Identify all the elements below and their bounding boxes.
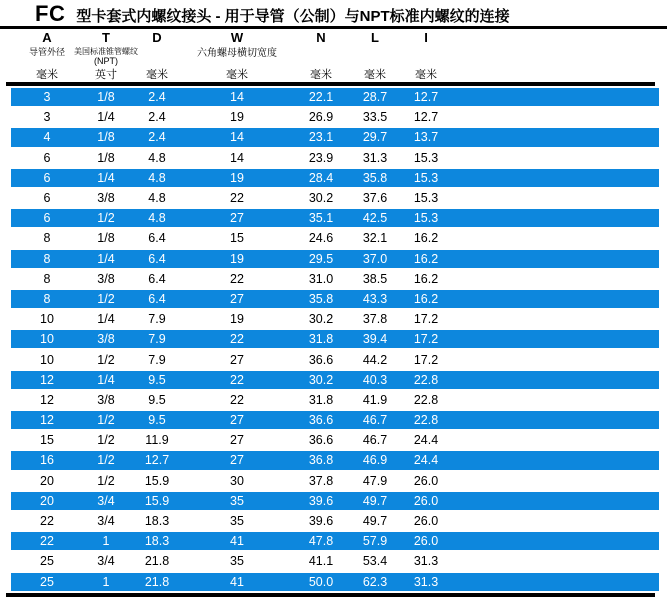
table-cell-N: 47.8 <box>308 534 334 549</box>
table-row <box>11 451 659 469</box>
table-cell-N: 36.6 <box>308 433 334 448</box>
table-cell-D: 6.4 <box>148 251 166 266</box>
table-row <box>11 371 659 389</box>
table-cell-L: 31.3 <box>362 150 388 165</box>
header-letter-col-A: A <box>42 30 52 45</box>
table-row <box>11 492 659 510</box>
table-cell-N: 35.1 <box>308 211 334 226</box>
table-cell-D: 6.4 <box>148 291 166 306</box>
table-cell-T: 1/2 <box>97 453 115 468</box>
table-cell-T: 1 <box>102 574 110 589</box>
table-cell-T: 3/8 <box>97 332 115 347</box>
table-cell-A: 6 <box>43 191 51 206</box>
table-cell-T: 1/2 <box>97 413 115 428</box>
table-cell-A: 8 <box>43 231 51 246</box>
table-cell-W: 22 <box>230 271 244 286</box>
header-letter-col-L: L <box>371 30 379 45</box>
table-cell-I: 26.0 <box>413 514 439 529</box>
table-row <box>11 270 659 288</box>
table-cell-L: 40.3 <box>362 372 388 387</box>
header-unit-col-L: 毫米 <box>364 69 386 81</box>
table-bottom-divider <box>6 593 655 597</box>
table-cell-A: 15 <box>40 433 54 448</box>
table-cell-W: 19 <box>230 312 244 327</box>
table-cell-I: 15.3 <box>413 170 439 185</box>
table-cell-N: 30.2 <box>308 312 334 327</box>
table-cell-L: 53.4 <box>362 554 388 569</box>
table-cell-T: 1 <box>102 534 110 549</box>
table-row <box>11 290 659 308</box>
table-cell-I: 22.8 <box>413 413 439 428</box>
table-cell-D: 4.8 <box>148 150 166 165</box>
header-letter-col-I: I <box>424 30 428 45</box>
table-cell-L: 38.5 <box>362 271 388 286</box>
table-cell-T: 1/2 <box>97 291 115 306</box>
table-cell-D: 18.3 <box>144 534 170 549</box>
table-row <box>11 552 659 570</box>
table-cell-W: 14 <box>230 130 244 145</box>
table-cell-L: 57.9 <box>362 534 388 549</box>
table-cell-D: 2.4 <box>148 130 166 145</box>
header-sublabel-col-D <box>129 55 185 66</box>
table-cell-D: 7.9 <box>148 312 166 327</box>
table-cell-D: 15.9 <box>144 493 170 508</box>
table-cell-L: 32.1 <box>362 231 388 246</box>
table-cell-D: 15.9 <box>144 473 170 488</box>
table-cell-I: 22.8 <box>413 372 439 387</box>
header-filler <box>455 30 659 45</box>
table-cell-W: 22 <box>230 332 244 347</box>
table-cell-L: 46.7 <box>362 413 388 428</box>
table-cell-T: 3/4 <box>97 554 115 569</box>
table-cell-L: 46.9 <box>362 453 388 468</box>
table-cell-T: 3/4 <box>97 493 115 508</box>
table-cell-I: 17.2 <box>413 332 439 347</box>
table-cell-I: 26.0 <box>413 493 439 508</box>
table-cell-I: 31.3 <box>413 554 439 569</box>
table-cell-L: 62.3 <box>362 574 388 589</box>
header-sublabel-col-T: (NPT) <box>94 55 118 66</box>
table-cell-D: 11.9 <box>145 433 169 448</box>
table-cell-N: 37.8 <box>308 473 334 488</box>
table-cell-D: 9.5 <box>148 372 166 387</box>
table-cell-A: 3 <box>43 110 51 125</box>
table-cell-A: 6 <box>43 170 51 185</box>
table-row <box>11 108 659 126</box>
table-cell-N: 31.0 <box>308 271 334 286</box>
table-cell-W: 30 <box>230 473 244 488</box>
header-sublabel-col-I <box>397 55 455 66</box>
table-cell-T: 1/4 <box>97 372 115 387</box>
table-cell-I: 24.4 <box>413 433 439 448</box>
table-cell-A: 12 <box>40 392 54 407</box>
table-cell-N: 39.6 <box>308 493 334 508</box>
table-cell-T: 1/8 <box>97 231 115 246</box>
table-row <box>11 310 659 328</box>
table-cell-A: 10 <box>40 352 54 367</box>
table-cell-T: 3/4 <box>97 514 115 529</box>
header-unit-col-I: 毫米 <box>415 69 437 81</box>
table-row <box>11 209 659 227</box>
table-cell-T: 1/4 <box>97 312 115 327</box>
table-row <box>11 250 659 268</box>
table-cell-T: 1/8 <box>97 150 115 165</box>
table-cell-D: 12.7 <box>144 453 170 468</box>
table-cell-D: 7.9 <box>148 332 166 347</box>
header-unit-col-A: 毫米 <box>36 69 58 81</box>
header-label-col-T: 美国标准锥管螺纹 <box>74 47 138 56</box>
table-cell-W: 14 <box>230 150 244 165</box>
table-cell-L: 39.4 <box>362 332 388 347</box>
table-cell-L: 35.8 <box>362 170 388 185</box>
table-cell-L: 37.6 <box>362 191 388 206</box>
header-letter-col-N: N <box>316 30 326 45</box>
table-cell-W: 15 <box>230 231 244 246</box>
table-cell-A: 12 <box>40 372 54 387</box>
table-row <box>11 330 659 348</box>
table-cell-L: 37.8 <box>362 312 388 327</box>
table-cell-D: 4.8 <box>148 191 166 206</box>
header-label-col-A: 导管外径 <box>28 47 65 57</box>
header-sublabel-col-L <box>353 55 397 66</box>
table-cell-D: 6.4 <box>148 271 166 286</box>
table-cell-W: 27 <box>230 433 244 448</box>
table-cell-D: 2.4 <box>148 90 166 105</box>
page-title: 型卡套式内螺纹接头 - 用于导管（公制）与NPT标准内螺纹的连接 <box>76 8 510 25</box>
table-cell-L: 33.5 <box>362 110 388 125</box>
table-cell-A: 22 <box>40 534 54 549</box>
table-cell-L: 46.7 <box>362 433 388 448</box>
table-cell-D: 6.4 <box>148 231 166 246</box>
table-cell-I: 16.2 <box>413 271 439 286</box>
table-row <box>11 431 659 449</box>
table-cell-D: 9.5 <box>148 413 166 428</box>
table-cell-T: 1/2 <box>97 352 115 367</box>
header-unit-col-D: 毫米 <box>146 69 168 81</box>
table-row <box>11 229 659 247</box>
table-cell-A: 25 <box>40 554 54 569</box>
table-cell-L: 29.7 <box>362 130 388 145</box>
table-cell-N: 30.2 <box>308 191 334 206</box>
title-divider <box>0 26 667 29</box>
table-cell-L: 49.7 <box>362 514 388 529</box>
table-cell-W: 27 <box>230 352 244 367</box>
table-cell-W: 19 <box>230 251 244 266</box>
table-cell-W: 35 <box>230 493 244 508</box>
table-cell-I: 31.3 <box>413 574 439 589</box>
table-cell-I: 24.4 <box>413 453 439 468</box>
header-divider <box>6 82 655 86</box>
dimension-table-body <box>11 88 659 593</box>
table-cell-L: 42.5 <box>362 211 388 226</box>
header-sublabel-col-N <box>289 55 353 66</box>
table-cell-L: 43.3 <box>362 291 388 306</box>
table-cell-A: 10 <box>40 332 54 347</box>
table-cell-L: 47.9 <box>362 473 388 488</box>
table-row <box>11 512 659 530</box>
table-cell-N: 24.6 <box>308 231 334 246</box>
table-cell-I: 17.2 <box>413 352 439 367</box>
header-letter-col-T: T <box>102 30 110 45</box>
table-cell-D: 2.4 <box>148 110 166 125</box>
table-row <box>11 169 659 187</box>
table-cell-W: 22 <box>230 372 244 387</box>
table-cell-I: 12.7 <box>413 90 439 105</box>
table-cell-W: 41 <box>230 574 244 589</box>
series-code: FC <box>35 1 66 26</box>
table-cell-T: 3/8 <box>97 271 115 286</box>
table-cell-D: 21.8 <box>144 554 170 569</box>
table-cell-N: 39.6 <box>308 514 334 529</box>
table-cell-I: 12.7 <box>413 110 439 125</box>
table-row <box>11 128 659 146</box>
table-cell-T: 1/4 <box>97 251 115 266</box>
table-cell-A: 10 <box>40 312 54 327</box>
table-cell-N: 35.8 <box>308 291 334 306</box>
header-row-labels <box>11 44 659 59</box>
table-cell-L: 49.7 <box>362 493 388 508</box>
table-cell-A: 6 <box>43 150 51 165</box>
table-cell-N: 36.8 <box>308 453 334 468</box>
table-cell-N: 23.9 <box>308 150 334 165</box>
table-cell-D: 9.5 <box>148 392 166 407</box>
table-cell-N: 26.9 <box>308 110 334 125</box>
table-cell-W: 19 <box>230 170 244 185</box>
table-cell-A: 8 <box>43 271 51 286</box>
table-cell-D: 7.9 <box>148 352 166 367</box>
table-cell-W: 27 <box>230 211 244 226</box>
table-cell-W: 27 <box>230 291 244 306</box>
table-cell-T: 1/2 <box>97 473 115 488</box>
table-cell-I: 26.0 <box>413 473 439 488</box>
table-cell-T: 1/8 <box>97 130 115 145</box>
table-cell-A: 6 <box>43 211 51 226</box>
table-cell-N: 36.6 <box>308 352 334 367</box>
table-cell-W: 14 <box>230 90 244 105</box>
table-cell-A: 8 <box>43 291 51 306</box>
header-row-sublabels <box>11 55 659 66</box>
table-cell-I: 13.7 <box>413 130 439 145</box>
header-sublabel-col-W <box>185 55 289 66</box>
table-cell-A: 16 <box>40 453 54 468</box>
table-cell-T: 1/4 <box>97 110 115 125</box>
header-sublabel-col-A <box>11 55 83 66</box>
table-cell-N: 22.1 <box>308 90 334 105</box>
table-cell-D: 4.8 <box>148 211 166 226</box>
table-cell-I: 17.2 <box>413 312 439 327</box>
table-cell-A: 22 <box>40 514 54 529</box>
table-cell-N: 28.4 <box>308 170 334 185</box>
table-row <box>11 350 659 368</box>
table-row <box>11 88 659 106</box>
table-cell-A: 8 <box>43 251 51 266</box>
table-row <box>11 573 659 591</box>
table-cell-N: 31.8 <box>308 392 334 407</box>
table-cell-D: 21.8 <box>144 574 170 589</box>
header-unit-col-W: 毫米 <box>226 69 248 81</box>
page-title-bar <box>35 1 510 27</box>
table-cell-I: 15.3 <box>413 191 439 206</box>
table-cell-I: 26.0 <box>413 534 439 549</box>
header-letter-col-W: W <box>230 30 244 45</box>
table-cell-W: 41 <box>230 534 244 549</box>
table-cell-I: 22.8 <box>413 392 439 407</box>
table-cell-N: 29.5 <box>308 251 334 266</box>
table-cell-W: 27 <box>230 413 244 428</box>
header-row-letters <box>11 30 659 44</box>
table-cell-W: 35 <box>230 514 244 529</box>
table-cell-T: 1/2 <box>97 211 115 226</box>
table-cell-I: 15.3 <box>413 150 439 165</box>
header-filler <box>455 55 659 66</box>
header-label-col-W: 六角螺母横切宽度 <box>197 48 277 59</box>
table-cell-I: 16.2 <box>413 251 439 266</box>
table-cell-A: 20 <box>40 473 54 488</box>
table-cell-A: 25 <box>40 574 54 589</box>
table-row <box>11 411 659 429</box>
table-cell-T: 1/8 <box>97 90 115 105</box>
table-cell-W: 22 <box>230 392 244 407</box>
table-cell-A: 12 <box>40 413 54 428</box>
table-cell-W: 27 <box>230 453 244 468</box>
table-cell-N: 30.2 <box>308 372 334 387</box>
table-cell-D: 4.8 <box>148 170 166 185</box>
table-cell-A: 4 <box>43 130 51 145</box>
table-cell-W: 19 <box>230 110 244 125</box>
header-row-units <box>11 66 659 80</box>
header-filler <box>455 66 659 82</box>
table-row <box>11 149 659 167</box>
table-cell-T: 1/2 <box>97 433 115 448</box>
table-cell-W: 22 <box>230 191 244 206</box>
table-cell-T: 3/8 <box>97 191 115 206</box>
header-unit-col-T: 英寸 <box>95 69 117 81</box>
table-row <box>11 532 659 550</box>
table-cell-N: 41.1 <box>308 554 334 569</box>
header-unit-col-N: 毫米 <box>310 69 332 81</box>
table-row <box>11 391 659 409</box>
header-letter-col-D: D <box>152 30 162 45</box>
table-cell-I: 16.2 <box>413 231 439 246</box>
table-cell-A: 3 <box>43 90 51 105</box>
table-cell-I: 15.3 <box>413 211 439 226</box>
table-cell-D: 18.3 <box>144 514 170 529</box>
table-cell-L: 37.0 <box>362 251 388 266</box>
table-cell-L: 44.2 <box>362 352 388 367</box>
table-cell-N: 23.1 <box>308 130 334 145</box>
table-cell-N: 31.8 <box>308 332 334 347</box>
table-row <box>11 189 659 207</box>
table-cell-N: 36.6 <box>308 413 334 428</box>
table-cell-W: 35 <box>230 554 244 569</box>
table-cell-L: 28.7 <box>362 90 388 105</box>
table-cell-T: 1/4 <box>97 170 115 185</box>
table-cell-I: 16.2 <box>413 291 439 306</box>
table-cell-T: 3/8 <box>97 392 115 407</box>
table-cell-A: 20 <box>40 493 54 508</box>
table-cell-N: 50.0 <box>308 574 334 589</box>
table-cell-L: 41.9 <box>362 392 388 407</box>
table-row <box>11 472 659 490</box>
